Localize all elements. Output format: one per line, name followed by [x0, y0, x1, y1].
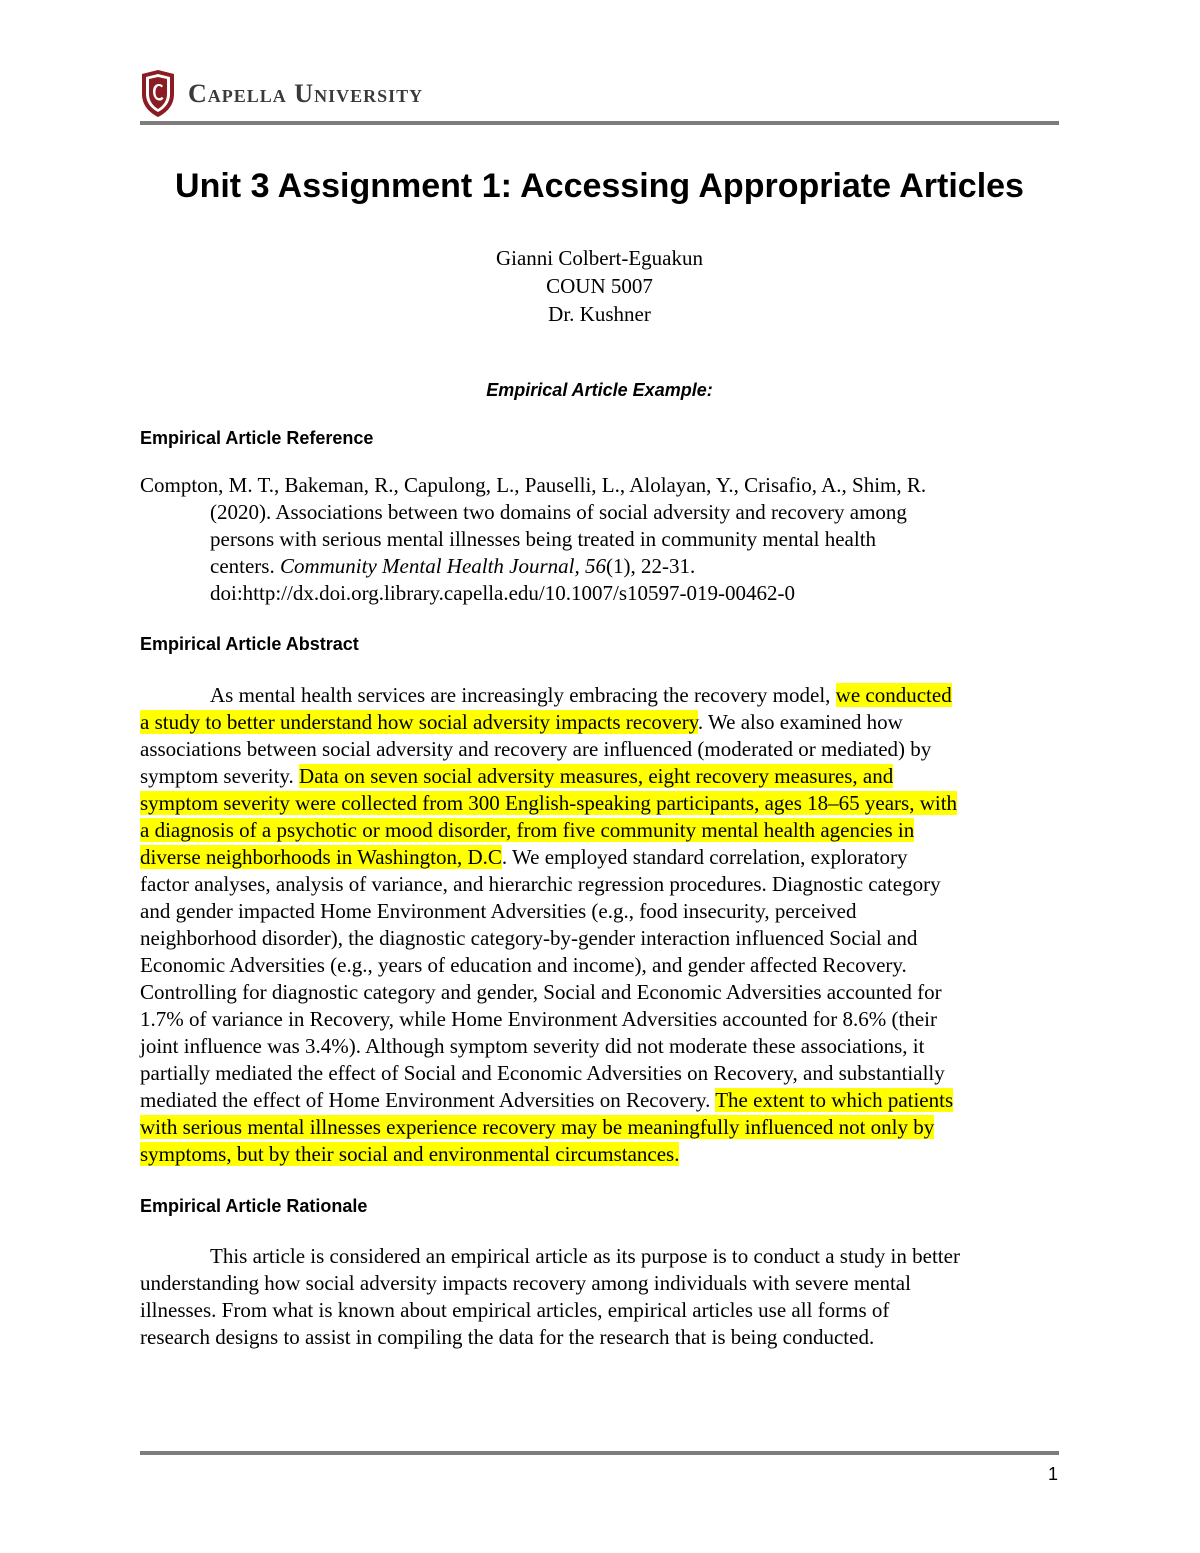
- abstract-text: symptom severity.: [140, 764, 300, 788]
- rationale-line: illnesses. From what is known about empirical articles, empirical articles use all forms of: [140, 1298, 890, 1322]
- abstract-line: [140, 763, 1059, 790]
- rationale-heading: Empirical Article Rationale: [140, 1196, 368, 1216]
- capella-logo: [140, 68, 423, 120]
- abstract-line: [140, 1087, 1059, 1114]
- abstract-line: [140, 1141, 1059, 1168]
- highlighted-text: diverse neighborhoods in Washington, D.C: [140, 845, 502, 869]
- instructor-name: Dr. Kushner: [548, 302, 651, 326]
- abstract-line: [140, 844, 1059, 871]
- example-label: Empirical Article Example:: [486, 380, 713, 400]
- page-title: Unit 3 Assignment 1: Accessing Appropriate Articles: [175, 167, 1024, 205]
- author-block: [140, 244, 1059, 328]
- highlighted-text: a diagnosis of a psychotic or mood disorder, from five community mental health agencies in: [140, 818, 915, 842]
- highlighted-text: The extent to which patients: [715, 1088, 954, 1112]
- abstract-line: joint influence was 3.4%). Although symptom severity did not moderate these associations, it: [140, 1034, 925, 1058]
- abstract-line: factor analyses, analysis of variance, and hierarchic regression procedures. Diagnostic category: [140, 872, 941, 896]
- abstract-line: partially mediated the effect of Social and Economic Adversities on Recovery, and substantially: [140, 1061, 945, 1085]
- header-divider: [140, 121, 1059, 125]
- logo-wordmark: Capella University: [188, 79, 424, 108]
- highlighted-text: we conducted: [835, 683, 952, 707]
- reference-line: [140, 553, 1059, 580]
- capella-shield-icon: [140, 70, 176, 118]
- abstract-line: Controlling for diagnostic category and gender, Social and Economic Adversities accounted for: [140, 980, 942, 1004]
- reference-line: (2020). Associations between two domains of social adversity and recovery among: [210, 500, 907, 524]
- course-code: COUN 5007: [546, 274, 653, 298]
- abstract-line: [140, 817, 1059, 844]
- abstract-line: [140, 682, 1059, 709]
- abstract-line: Economic Adversities (e.g., years of education and income), and gender affected Recovery.: [140, 953, 907, 977]
- rationale-line: understanding how social adversity impacts recovery among individuals with severe mental: [140, 1271, 911, 1295]
- journal-title: Community Mental Health Journal, 56: [279, 554, 607, 578]
- abstract-line: associations between social adversity and recovery are influenced (moderated or mediated) by: [140, 737, 932, 761]
- footer-divider: [140, 1451, 1059, 1455]
- reference-heading: Empirical Article Reference: [140, 428, 374, 448]
- reference-text: (1), 22-31.: [606, 554, 696, 578]
- highlighted-text: with serious mental illnesses experience recovery may be meaningfully influenced not only by: [140, 1115, 935, 1139]
- reference-line: persons with serious mental illnesses being treated in community mental health: [210, 527, 877, 551]
- abstract-heading: Empirical Article Abstract: [140, 634, 359, 654]
- abstract-line: 1.7% of variance in Recovery, while Home Environment Adversities accounted for 8.6% (their: [140, 1007, 937, 1031]
- rationale-body: [140, 1243, 1059, 1351]
- abstract-body: [140, 682, 1059, 1168]
- reference-text: centers.: [210, 554, 280, 578]
- abstract-text: As mental health services are increasingly embracing the recovery model,: [210, 683, 836, 707]
- highlighted-text: symptom severity were collected from 300 English-speaking participants, ages 18–65 years, with: [140, 791, 958, 815]
- abstract-text: mediated the effect of Home Environment Adversities on Recovery.: [140, 1088, 716, 1112]
- rationale-line: research designs to assist in compiling the data for the research that is being conducted.: [140, 1325, 875, 1349]
- highlighted-text: symptoms, but by their social and environmental circumstances.: [140, 1142, 680, 1166]
- abstract-line: [140, 1114, 1059, 1141]
- highlighted-text: a study to better understand how social adversity impacts recovery: [140, 710, 698, 734]
- reference-citation: [140, 472, 1059, 607]
- abstract-line: [140, 709, 1059, 736]
- rationale-line: This article is considered an empirical article as its purpose is to conduct a study in better: [210, 1244, 960, 1268]
- abstract-line: [140, 790, 1059, 817]
- abstract-text: . We also examined how: [697, 710, 903, 734]
- author-name: Gianni Colbert-Eguakun: [495, 246, 704, 270]
- highlighted-text: Data on seven social adversity measures, eight recovery measures, and: [299, 764, 894, 788]
- abstract-line: and gender impacted Home Environment Adversities (e.g., food insecurity, perceived: [140, 899, 857, 923]
- abstract-text: . We employed standard correlation, exploratory: [501, 845, 908, 869]
- page-number: 1: [1047, 1464, 1058, 1484]
- reference-line: Compton, M. T., Bakeman, R., Capulong, L., Pauselli, L., Alolayan, Y., Crisafio, A., Shim, R.: [140, 473, 927, 497]
- abstract-line: neighborhood disorder), the diagnostic category-by-gender interaction influenced Social and: [140, 926, 918, 950]
- doi-link[interactable]: doi:http://dx.doi.org.library.capella.edu/10.1007/s10597-019-00462-0: [210, 581, 795, 605]
